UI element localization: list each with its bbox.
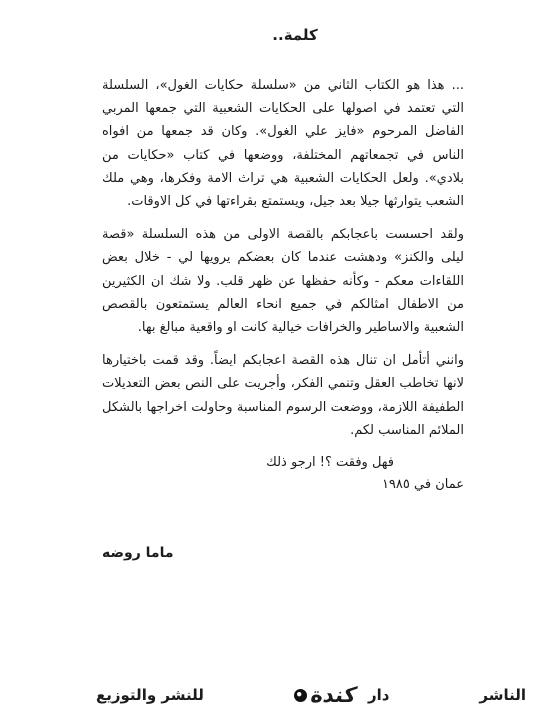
logo-emblem-icon <box>294 689 307 702</box>
closing-block <box>102 452 464 496</box>
publisher-logo-text: كندة <box>308 683 359 707</box>
publisher-footer <box>96 680 526 710</box>
publisher-house-word: دار <box>368 686 390 704</box>
closing-question: فهل وفقت ؟! ارجو ذلك <box>266 455 394 471</box>
publisher-label: الناشر <box>479 686 526 704</box>
publisher-distribution: للنشر والتوزيع <box>96 686 204 704</box>
paragraph-3: وانني أتأمل ان تنال هذه القصة اعجابكم ايضاً. وقد قمت باختيارها لانها تخاطب العقل وتنمي الفكر، وأجريت على النص بعض التعديلات الطفيفة اللازمة، ووضعت الرسوم المناسبة وحاولت اخراجها بالشكل الملائم المناسب لكم. <box>102 353 464 438</box>
author-signature: ماما روضه <box>102 545 174 561</box>
closing-place-date: عمان في ١٩٨٥ <box>381 477 464 493</box>
page-title: كلمة.. <box>272 26 318 44</box>
body-text <box>102 74 464 496</box>
paragraph-2: ولقد احسست باعجابكم بالقصة الاولى من هذه السلسلة «قصة ليلى والكنز» ودهشت عندما كان بعضكم يرويها لي - خلال بعض اللقاءات معكم - وكأنه حفظها عن ظهر قلب. ولا شك ان الكثيرين من الاطفال امثالكم في جميع انحاء العالم يستمتعون بالقصص الشعبية والاساطير والخرافات خيالية كانت او واقعية مبالغ بها. <box>102 227 464 336</box>
publisher-logo <box>294 683 390 707</box>
paragraph-1: ... هذا هو الكتاب الثاني من «سلسلة حكايات الغول»، السلسلة التي تعتمد في اصولها على الحكايات الشعبية التي جمعها المربي الفاضل المرحوم «فايز علي الغول». وكان قد جمعها من افواه الناس في تجمعاتهم المختلفة، ووضعها في كتاب «حكايات من بلادي». ولعل الحكايات الشعبية هي تراث الامة وفكرها، وهي ملك الشعب يتوارثها جيلا بعد جيل، ويستمتع بقراءتها في كل الاوقات. <box>102 78 464 210</box>
